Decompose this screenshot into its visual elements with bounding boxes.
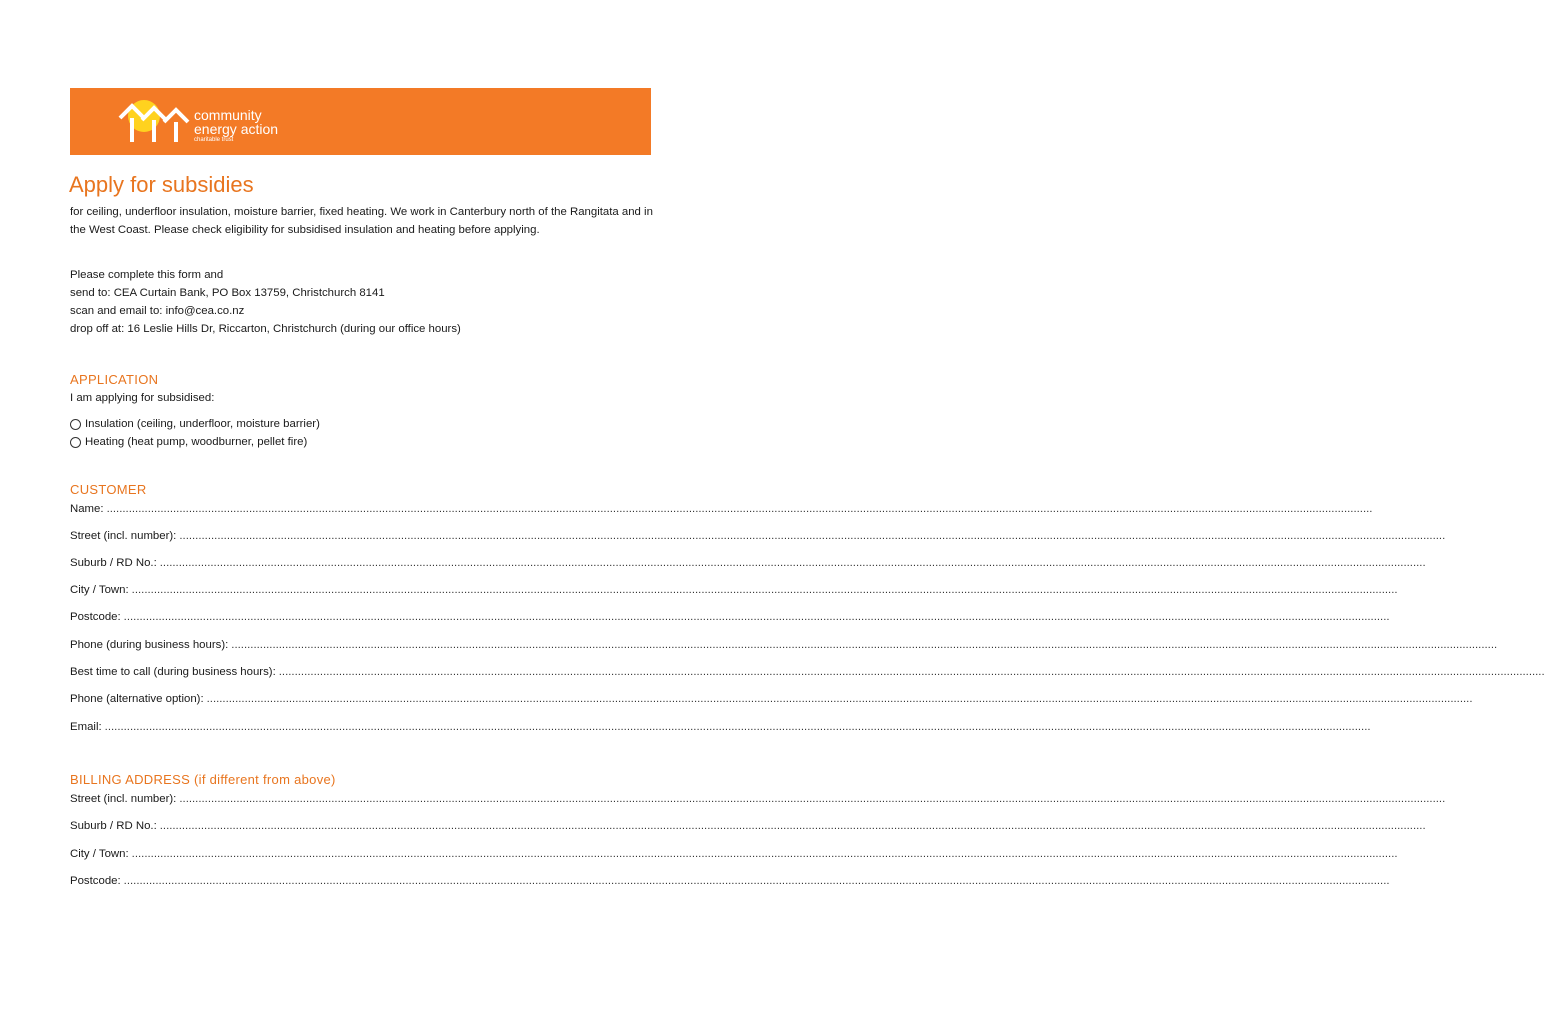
field-label: Street (incl. number): [70,530,177,542]
field-postcode[interactable] [70,611,1390,623]
fill-line[interactable]: ................................................................................................................................................................................................................................................................................................................................................................................................................ [206,693,1473,705]
fill-line[interactable]: ................................................................................................................................................................................................................................................................................................................................................................................................................ [231,639,1498,651]
field-label: Best time to call (during business hours): [70,666,276,678]
billing-field-suburb[interactable] [70,820,1426,832]
field-label: Postcode: [70,875,121,887]
field-phone-business[interactable] [70,639,1498,651]
field-label: Email: [70,721,102,733]
page-title: Apply for subsidies [69,172,254,197]
field-label: Suburb / RD No.: [70,820,157,832]
radio-insulation[interactable] [70,419,81,430]
option-label: Heating (heat pump, woodburner, pellet fire) [85,436,308,448]
application-heading: APPLICATION [70,372,159,387]
field-email[interactable] [70,721,1371,733]
billing-field-postcode[interactable] [70,875,1390,887]
field-label: Phone (during business hours): [70,639,229,651]
field-label: Postcode: [70,611,121,623]
field-city[interactable] [70,584,1398,596]
customer-heading: CUSTOMER [70,482,147,497]
intro-text: for ceiling, underfloor insulation, moisture barrier, fixed heating. We work in Canterbury north of the Rangitata and in the West Coast. Please check eligibility for subsidised insulation and heating before applying. [70,206,653,236]
field-label: Phone (alternative option): [70,693,204,705]
fill-line[interactable]: ................................................................................................................................................................................................................................................................................................................................................................................................................ [179,530,1446,542]
field-phone-alt[interactable] [70,693,1473,705]
header-banner [70,88,651,155]
logo-line-1: community [194,107,262,123]
billing-field-city[interactable] [70,848,1398,860]
fill-line[interactable]: ................................................................................................................................................................................................................................................................................................................................................................................................................ [106,503,1373,515]
send-line: Please complete this form and [70,269,224,281]
field-label: City / Town: [70,848,129,860]
fill-line[interactable]: ................................................................................................................................................................................................................................................................................................................................................................................................................ [179,793,1446,805]
send-line: scan and email to: info@cea.co.nz [70,305,245,317]
billing-field-street[interactable] [70,793,1446,805]
field-label: Street (incl. number): [70,793,177,805]
fill-line[interactable]: ................................................................................................................................................................................................................................................................................................................................................................................................................ [123,611,1390,623]
fill-line[interactable]: ................................................................................................................................................................................................................................................................................................................................................................................................................ [131,848,1398,860]
logo-line-3: charitable trust [194,137,234,143]
field-suburb[interactable] [70,557,1426,569]
option-insulation[interactable] [70,418,320,430]
field-label: Suburb / RD No.: [70,557,157,569]
option-label: Insulation (ceiling, underfloor, moisture barrier) [85,418,320,430]
field-best-time[interactable] [70,666,1545,678]
fill-line[interactable]: ................................................................................................................................................................................................................................................................................................................................................................................................................ [123,875,1390,887]
field-name[interactable] [70,503,1373,515]
fill-line[interactable]: ................................................................................................................................................................................................................................................................................................................................................................................................................ [104,721,1371,733]
option-heating[interactable] [70,436,307,448]
application-prompt: I am applying for subsidised: [70,392,215,404]
send-instructions [70,266,461,338]
fill-line[interactable]: ................................................................................................................................................................................................................................................................................................................................................................................................................ [131,584,1398,596]
fill-line[interactable]: ................................................................................................................................................................................................................................................................................................................................................................................................................ [159,557,1426,569]
logo-line-2: energy action [194,121,279,137]
logo-wordmark [194,108,278,144]
field-street[interactable] [70,530,1446,542]
send-line: drop off at: 16 Leslie Hills Dr, Riccarton, Christchurch (during our office hours) [70,323,461,335]
field-label: Name: [70,503,104,515]
fill-line[interactable]: ................................................................................................................................................................................................................................................................................................................................................................................................................ [278,666,1545,678]
send-line: send to: CEA Curtain Bank, PO Box 13759, Christchurch 8141 [70,287,385,299]
field-label: City / Town: [70,584,129,596]
houses-sun-logo-icon [114,94,194,150]
radio-heating[interactable] [70,437,81,448]
fill-line[interactable]: ................................................................................................................................................................................................................................................................................................................................................................................................................ [159,820,1426,832]
billing-heading: BILLING ADDRESS (if different from above) [70,772,336,787]
